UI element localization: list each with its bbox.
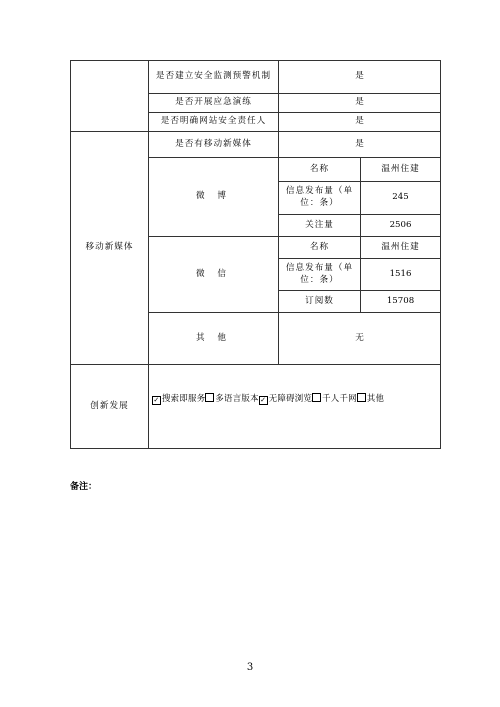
responsible-value: 是 bbox=[279, 113, 441, 132]
table-row bbox=[71, 132, 441, 158]
weibo-posts-value: 245 bbox=[361, 182, 441, 215]
note-label: 备注： bbox=[70, 482, 98, 492]
other-label: 其 他 bbox=[149, 313, 279, 365]
blank-cell bbox=[71, 61, 149, 132]
drill-label: 是否开展应急演练 bbox=[149, 94, 279, 113]
wechat-name-value: 温州住建 bbox=[361, 237, 441, 259]
innovation-option bbox=[152, 393, 205, 403]
innovation-option bbox=[259, 393, 312, 403]
wechat-name-label: 名称 bbox=[279, 237, 361, 259]
wechat-posts-label: 信息发布量（单位：条） bbox=[279, 259, 361, 291]
checkbox-unchecked-icon[interactable] bbox=[357, 393, 366, 402]
drill-value: 是 bbox=[279, 94, 441, 113]
page-number: 3 bbox=[246, 662, 254, 673]
innovation-option-label: 其他 bbox=[366, 393, 385, 403]
has-media-value: 是 bbox=[279, 132, 441, 158]
innovation-option-list bbox=[152, 393, 384, 403]
wechat-label: 微 信 bbox=[149, 237, 279, 313]
report-table bbox=[70, 60, 441, 449]
table-row bbox=[71, 365, 441, 449]
table-row bbox=[71, 61, 441, 94]
innovation-option-label: 多语言版本 bbox=[215, 393, 259, 403]
monitor-label: 是否建立安全监测预警机制 bbox=[149, 61, 279, 94]
innovation-option-label: 搜索即服务 bbox=[162, 393, 206, 403]
has-media-label: 是否有移动新媒体 bbox=[149, 132, 279, 158]
checkbox-unchecked-icon[interactable] bbox=[312, 393, 321, 402]
innovation-option-label: 千人千网 bbox=[322, 393, 357, 403]
weibo-name-value: 温州住建 bbox=[361, 158, 441, 182]
wechat-subscribers-value: 15708 bbox=[361, 291, 441, 313]
wechat-posts-value: 1516 bbox=[361, 259, 441, 291]
weibo-followers-value: 2506 bbox=[361, 215, 441, 237]
other-value: 无 bbox=[279, 313, 441, 365]
checkbox-checked-icon[interactable]: ✓ bbox=[260, 396, 267, 404]
innovation-option-label: 无障碍浏览 bbox=[268, 393, 313, 403]
weibo-name-label: 名称 bbox=[279, 158, 361, 182]
checkbox-unchecked-icon[interactable] bbox=[205, 393, 214, 402]
monitor-value: 是 bbox=[279, 61, 441, 94]
innovation-label: 创新发展 bbox=[71, 365, 149, 449]
innovation-options bbox=[149, 365, 441, 449]
responsible-label: 是否明确网站安全责任人 bbox=[149, 113, 279, 132]
weibo-label: 微 博 bbox=[149, 158, 279, 237]
checkbox-checked-icon[interactable]: ✓ bbox=[153, 396, 160, 404]
mobile-media-label: 移动新媒体 bbox=[71, 132, 149, 365]
weibo-followers-label: 关注量 bbox=[279, 215, 361, 237]
innovation-option bbox=[205, 393, 258, 403]
wechat-subscribers-label: 订阅数 bbox=[279, 291, 361, 313]
innovation-option bbox=[312, 393, 357, 403]
weibo-posts-label: 信息发布量（单位：条） bbox=[279, 182, 361, 215]
innovation-option bbox=[357, 393, 384, 403]
